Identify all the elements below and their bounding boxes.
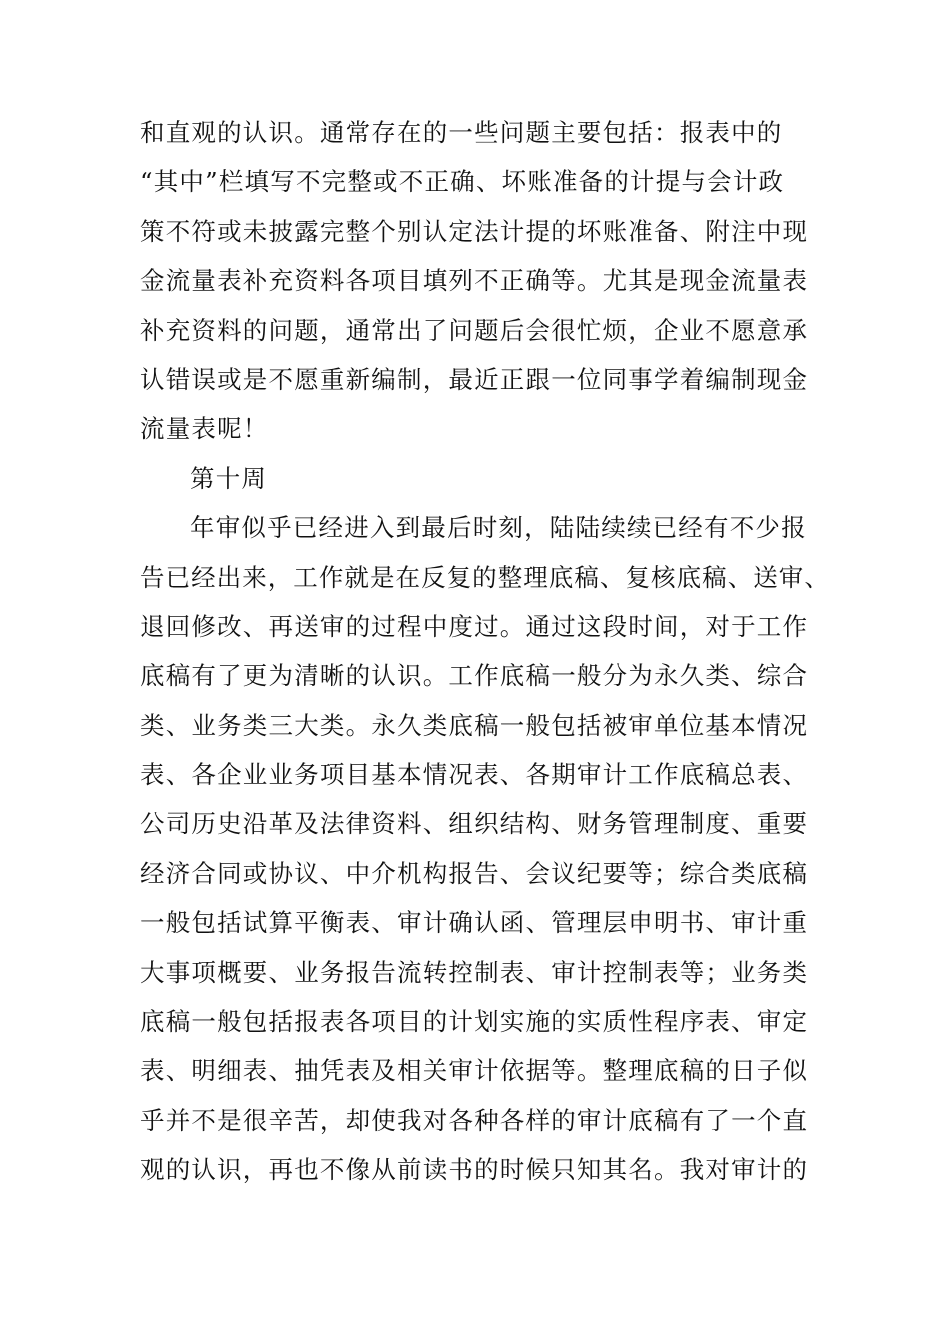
text-line: 底稿一般包括报表各项目的计划实施的实质性程序表、审定 — [140, 1007, 809, 1037]
text-line: 认错误或是不愿重新编制，最近正跟一位同事学着编制现金 — [140, 364, 809, 394]
text-line: 年审似乎已经进入到最后时刻，陆陆续续已经有不少报 — [190, 513, 807, 543]
text-line: 表、各企业业务项目基本情况表、各期审计工作底稿总表、 — [140, 760, 809, 790]
text-line: 一般包括试算平衡表、审计确认函、管理层申明书、审计重 — [140, 908, 809, 938]
body-text — [140, 108, 830, 1195]
text-line: 告已经出来，工作就是在反复的整理底稿、复核底稿、送审、 — [140, 562, 830, 592]
text-line: 流量表呢！ — [140, 414, 269, 444]
text-line: 公司历史沿革及法律资料、组织结构、财务管理制度、重要 — [140, 809, 809, 839]
text-line: 退回修改、再送审的过程中度过。通过这段时间，对于工作 — [140, 611, 809, 641]
section-heading: 第十周 — [190, 463, 268, 493]
text-line: 经济合同或协议、中介机构报告、会议纪要等；综合类底稿 — [140, 858, 809, 888]
text-line: 策不符或未披露完整个别认定法计提的坏账准备、附注中现 — [140, 216, 809, 246]
text-line: 乎并不是很辛苦，却使我对各种各样的审计底稿有了一个直 — [140, 1105, 809, 1135]
text-line: 类、业务类三大类。永久类底稿一般包括被审单位基本情况 — [140, 710, 809, 740]
text-line: 观的认识，再也不像从前读书的时候只知其名。我对审计的 — [140, 1155, 809, 1185]
text-line: 底稿有了更为清晰的认识。工作底稿一般分为永久类、综合 — [140, 661, 809, 691]
text-line: “其中”栏填写不完整或不正确、坏账准备的计提与会计政 — [140, 167, 785, 197]
text-line: 补充资料的问题，通常出了问题后会很忙烦，企业不愿意承 — [140, 315, 809, 345]
text-line: 大事项概要、业务报告流转控制表、审计控制表等；业务类 — [140, 957, 809, 987]
text-line: 金流量表补充资料各项目填列不正确等。尤其是现金流量表 — [140, 266, 809, 296]
text-line: 和直观的认识。通常存在的一些问题主要包括：报表中的 — [140, 118, 783, 147]
text-line: 表、明细表、抽凭表及相关审计依据等。整理底稿的日子似 — [140, 1056, 809, 1086]
